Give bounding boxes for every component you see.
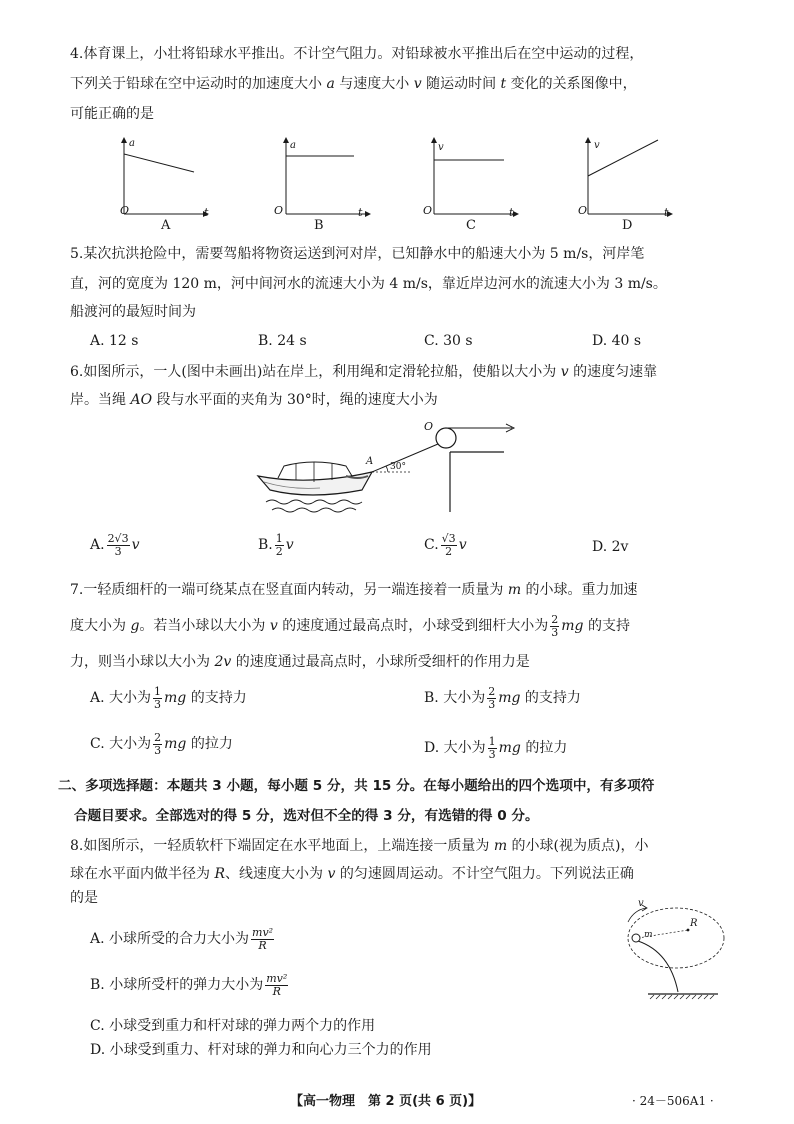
graph-b-ylabel: a xyxy=(290,140,296,151)
q5-line1: 5.某次抗洪抢险中，需要驾船将物资运送到河对岸，已知静水中的船速大小为 5 m/s，河岸笔 xyxy=(70,246,645,262)
q8-option-b: B. 小球所受杆的弹力大小为 $\frac{\text{mv²}}{R}$ xyxy=(90,971,288,998)
q8-option-d: D. 小球受到重力、杆对球的弹力和向心力三个力的作用 xyxy=(90,1042,432,1058)
q6-option-d: D. 2v xyxy=(592,539,629,555)
graph-a-xlabel: t xyxy=(204,206,209,219)
q4-graphs xyxy=(110,134,710,234)
graph-c xyxy=(434,138,518,214)
q8-line1: 8.如图所示，一轻质软杆下端固定在水平地面上，上端连接一质量为 m 的小球(视为质点)，小 xyxy=(70,838,649,854)
water xyxy=(266,500,362,512)
pulley xyxy=(436,428,456,448)
boat xyxy=(258,462,372,495)
section2-heading-line1: 二、多项选择题：本题共 3 小题，每小题 5 分，共 15 分。在每小题给出的四个选项中，有多项符 xyxy=(58,778,655,794)
q8-figure xyxy=(620,896,730,1006)
q5-option-b: B. 24 s xyxy=(258,333,307,349)
fig-label-o: O xyxy=(424,420,434,433)
graph-c-letter: C xyxy=(466,218,476,233)
q6-option-b: B. $\frac{1}{2}$ v xyxy=(258,531,294,558)
graph-b-origin: O xyxy=(274,204,284,217)
q7-line3: 力，则当小球以大小为 2v 的速度通过最高点时，小球所受细杆的作用力是 xyxy=(70,654,530,670)
q7-line1: 7.一轻质细杆的一端可绕某点在竖直面内转动，另一端连接着一质量为 m 的小球。重力加速 xyxy=(70,582,638,598)
page-footer-center: 【高一物理 第 2 页(共 6 页)】 xyxy=(290,1094,482,1109)
q7-option-b: B. 大小为 $\frac{2}{3}$ mg 的支持力 xyxy=(424,684,581,711)
fig-label-a: A xyxy=(366,456,374,467)
fig8-label-r: R xyxy=(690,918,698,929)
q8-option-a: A. 小球所受的合力大小为 $\frac{\text{mv²}}{R}$ xyxy=(90,925,274,952)
graph-d xyxy=(588,138,672,214)
q6-line2: 岸。当绳 AO 段与水平面的夹角为 30°时，绳的速度大小为 xyxy=(70,392,438,408)
section2-heading-line2: 合题目要求。全部选对的得 5 分，选对但不全的得 3 分，有选错的得 0 分。 xyxy=(74,808,539,824)
q5-option-c: C. 30 s xyxy=(424,333,473,349)
orbit xyxy=(628,908,724,968)
graph-b-xlabel: t xyxy=(358,206,363,219)
graph-d-letter: D xyxy=(622,218,633,233)
graph-a-origin: O xyxy=(120,204,130,217)
q5-line3: 船渡河的最短时间为 xyxy=(70,304,196,320)
q4-line3: 可能正确的是 xyxy=(70,106,154,122)
q8-line3: 的是 xyxy=(70,890,98,906)
q6-option-a: A. $\frac{2√3}{3}$ v xyxy=(90,531,140,558)
fig-label-angle: 30° xyxy=(390,462,406,472)
graph-c-xlabel: t xyxy=(509,206,514,219)
graph-d-xlabel: t xyxy=(664,206,669,219)
graph-b xyxy=(286,138,370,214)
q4-line2: 下列关于铅球在空中运动时的加速度大小 a 与速度大小 v 随运动时间 t 变化的关系图像中， xyxy=(70,76,637,92)
q8-option-c: C. 小球受到重力和杆对球的弹力两个力的作用 xyxy=(90,1018,376,1034)
graph-c-origin: O xyxy=(423,204,433,217)
graph-c-ylabel: v xyxy=(438,142,444,153)
q8-line2: 球在水平面内做半径为 R、线速度大小为 v 的匀速圆周运动。不计空气阻力。下列说法正确 xyxy=(70,866,634,882)
fig8-label-v: v xyxy=(638,898,644,909)
q6-line1: 6.如图所示，一人(图中未画出)站在岸上，利用绳和定滑轮拉船，使船以大小为 v 的速度匀速靠 xyxy=(70,364,658,380)
q4-line1: 4.体育课上，小壮将铅球水平推出。不计空气阻力。对铅球被水平推出后在空中运动的过程， xyxy=(70,46,644,62)
graph-a-letter: A xyxy=(161,218,171,233)
q7-option-c: C. 大小为 $\frac{2}{3}$ mg 的拉力 xyxy=(90,730,233,757)
graph-a-curve xyxy=(124,154,194,172)
graph-a xyxy=(124,138,208,214)
fig8-label-m: m xyxy=(644,930,653,940)
soft-rod xyxy=(638,941,678,992)
page-footer-code: · 24－506A1 · xyxy=(632,1094,714,1108)
graph-b-letter: B xyxy=(314,218,324,233)
q5-line2: 直，河的宽度为 120 m，河中间河水的流速大小为 4 m/s，靠近岸边河水的流速大小为 3 m/s。 xyxy=(70,276,667,292)
q7-option-d: D. 大小为 $\frac{1}{3}$ mg 的拉力 xyxy=(424,734,568,761)
q7-option-a: A. 大小为 $\frac{1}{3}$ mg 的支持力 xyxy=(90,684,247,711)
q5-option-d: D. 40 s xyxy=(592,333,642,349)
graph-d-origin: O xyxy=(578,204,588,217)
graph-d-ylabel: v xyxy=(594,140,600,151)
q7-line2: 度大小为 g。若当小球以大小为 v 的速度通过最高点时，小球受到细杆大小为 $\frac{2}{3}$ mg 的支持 xyxy=(70,612,630,639)
q6-option-c: C. $\frac{√3}{2}$ v xyxy=(424,531,467,558)
q5-option-a: A. 12 s xyxy=(90,333,139,349)
graph-a-ylabel: a xyxy=(129,138,135,149)
